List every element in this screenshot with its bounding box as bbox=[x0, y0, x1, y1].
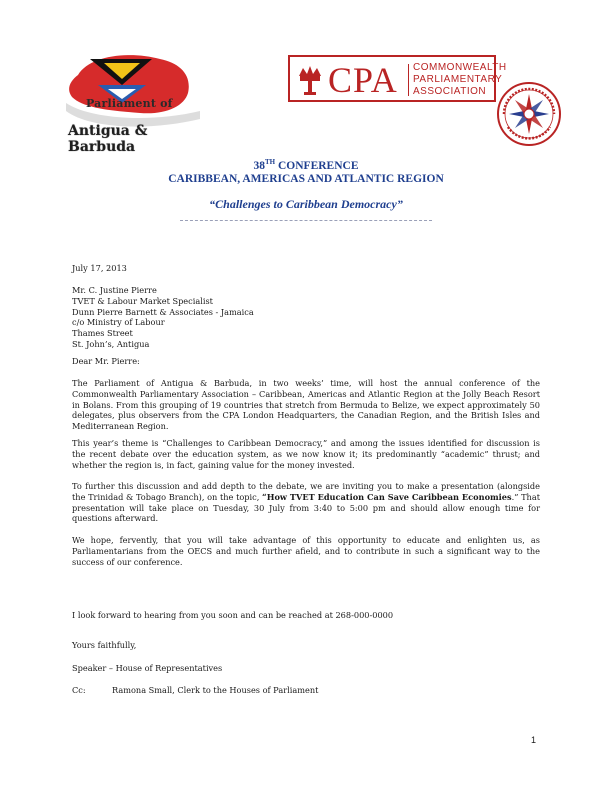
theme-title: “Challenges to Caribbean Democracy” bbox=[209, 197, 403, 211]
recipient-line-3: Dunn Pierre Barnett & Associates - Jamaica bbox=[72, 306, 254, 317]
recipient-line-2: TVET & Labour Market Specialist bbox=[72, 295, 213, 306]
recipient-line-4: c/o Ministry of Labour bbox=[72, 317, 165, 328]
cc-line bbox=[72, 685, 318, 696]
cpa-full-name bbox=[413, 62, 507, 98]
recipient-line-5: Thames Street bbox=[72, 328, 133, 339]
cc-recipient: Ramona Small, Clerk to the Houses of Parliament bbox=[112, 685, 319, 695]
crown-mace-icon bbox=[295, 62, 325, 96]
parliament-logo bbox=[60, 45, 208, 153]
page-number: 1 bbox=[531, 735, 537, 745]
salutation: Dear Mr. Pierre: bbox=[72, 356, 140, 366]
signatory-title: Speaker – House of Representatives bbox=[72, 663, 223, 673]
paragraph-hope: We hope, fervently, that you will take advantage of this opportunity to educate and enlighten us, as Parliamentarians from the OECS and much further afield, and to contribute in such a significant way to the success of our conference. bbox=[72, 535, 540, 567]
cpa-wordmark bbox=[288, 55, 507, 102]
contact-line: I look forward to hearing from you soon and can be reached at 268-000-0000 bbox=[72, 610, 394, 620]
cpa-name-line-3: ASSOCIATION bbox=[413, 86, 487, 97]
parliament-logo-line1: Parliament of bbox=[86, 97, 173, 110]
invitation-text-start: To further this discussion and add depth to the debate, we are inviting you to make a presentation (alongside the Trinidad & Tobago Branch), on the topic, bbox=[72, 481, 540, 502]
century-of-excellence-seal bbox=[496, 81, 562, 147]
recipient-address bbox=[72, 285, 254, 350]
heading-divider bbox=[180, 220, 432, 221]
conference-ordinal: 38 bbox=[253, 159, 265, 172]
sign-off: Yours faithfully, bbox=[72, 640, 137, 650]
region-title: CARIBBEAN, AMERICAS AND ATLANTIC REGION bbox=[168, 173, 444, 185]
paragraph-theme: This year’s theme is “Challenges to Caribbean Democracy,” and among the issues identified for discussion is the recent debate over the education system, as we now know it; its predominantly “academic” thrust; and whether the region is, in fact, gaining value for the money invested. bbox=[72, 438, 540, 470]
invitation-text-end: .” That presentation will take place on Tuesday, 30 July from 3:40 to 5:00 pm and should allow enough time for questions afterward. bbox=[72, 491, 540, 524]
parliament-logo-line2: Antigua & Barbuda bbox=[68, 123, 148, 155]
cpa-divider bbox=[408, 64, 409, 96]
paragraph-conference-intro: The Parliament of Antigua & Barbuda, in two weeks’ time, will host the annual conference of the Commonwealth Parliamentary Association – Caribbean, Americas and Atlantic Region at the Jolly Beach Resort in Bolans. From this grouping of 19 countries that stretch from Bermuda to Belize, we expect approximately 50 delegates, plus observers from the CPA London Headquarters, the Canadian Region, and the British Isles and Mediterranean Region. bbox=[72, 378, 540, 432]
conference-word: CONFERENCE bbox=[275, 159, 359, 172]
cpa-name-line-2: PARLIAMENTARY bbox=[413, 74, 503, 85]
conference-title bbox=[0, 158, 612, 172]
cpa-logo bbox=[288, 55, 556, 151]
cpa-letters: CPA bbox=[328, 60, 398, 100]
cc-label: Cc: bbox=[72, 685, 86, 695]
letter-date: July 17, 2013 bbox=[72, 263, 127, 273]
recipient-line-1: Mr. C. Justine Pierre bbox=[72, 285, 157, 295]
presentation-topic: “How TVET Education Can Save Caribbean Economies bbox=[262, 491, 512, 502]
recipient-line-6: St. John’s, Antigua bbox=[72, 338, 150, 349]
cpa-name-line-1: COMMONWEALTH bbox=[413, 62, 507, 73]
conference-ordinal-suffix: TH bbox=[264, 158, 276, 166]
paragraph-invitation bbox=[72, 481, 540, 524]
